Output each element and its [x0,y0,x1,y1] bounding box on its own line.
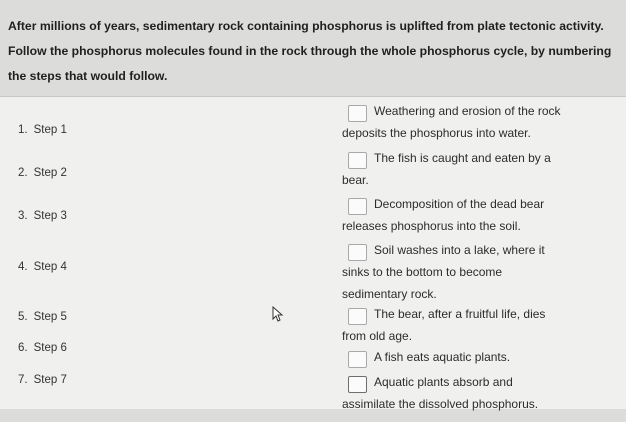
answer-checkbox-3[interactable] [348,198,367,215]
answer-checkbox-5[interactable] [348,308,367,325]
answer-checkbox-6[interactable] [348,351,367,368]
option-weathering: Weathering and erosion of the rock deposits the phosphorus into water. [342,104,561,140]
question-text: After millions of years, sedimentary rock containing phosphorus is uplifted from plate tectonic activity. Follow the phosphorus molecules found in the rock through the whole phosphorus cycle, by numbering the steps that would follow. [8,19,612,83]
answer-checkbox-1[interactable] [348,105,367,122]
answer-panel [0,96,626,409]
step-label-7: 7. Step 7 [18,374,67,386]
option-decomposition: Decomposition of the dead bear releases phosphorus into the soil. [342,197,545,233]
answer-checkbox-2[interactable] [348,152,367,169]
step-label-4: 4. Step 4 [18,261,67,273]
answer-checkbox-7[interactable] [348,376,367,393]
mouse-cursor-icon [272,306,284,322]
answer-checkbox-4[interactable] [348,244,367,261]
step-label-6: 6. Step 6 [18,342,67,354]
step-label-3: 3. Step 3 [18,210,67,222]
option-fish-eaten: The fish is caught and eaten by a bear. [342,151,551,187]
option-fish-eats: A fish eats aquatic plants. [342,346,612,368]
option-bear-dies: The bear, after a fruitful life, dies from old age. [342,307,546,343]
step-label-1: 1. Step 1 [18,124,67,136]
option-plants-absorb: Aquatic plants absorb and assimilate the dissolved phosphorus. [342,375,539,411]
step-label-2: 2. Step 2 [18,167,67,179]
option-soil-washes: Soil washes into a lake, where it sinks to the bottom to become sedimentary rock. [342,243,545,301]
step-label-5: 5. Step 5 [18,311,67,323]
